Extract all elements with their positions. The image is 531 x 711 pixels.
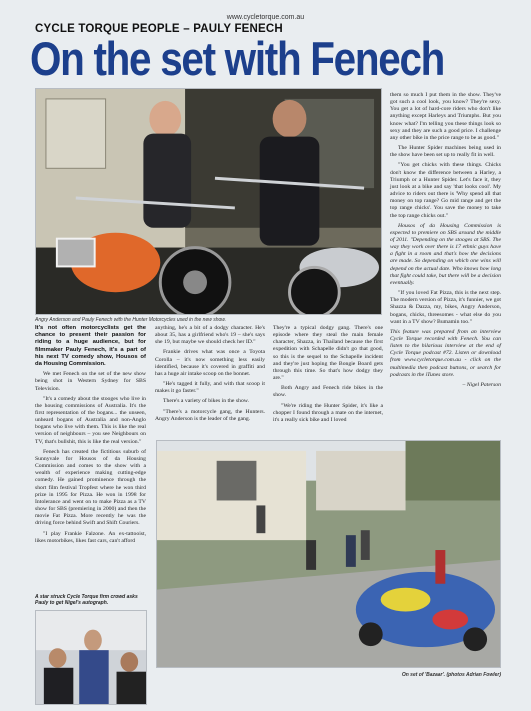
- paragraph: Both Angry and Fenech ride bikes in the show.: [273, 385, 383, 399]
- paragraph: There's a variety of bikes in the show.: [163, 398, 249, 405]
- main-photo-caption: Angry Anderson and Pauly Fenech with the Hunter Motorcycles used in the new show.: [35, 317, 227, 323]
- paragraph: Housos of da Housing Commission is expected to premiere on SBS around the middle of 2011. "Depending on the stooges at SBS. The way they work over there is 17 ethnic guys have a fight in a room and that's how the decisions are made. So depending on which one wins will depend on the actual date. Who knows how long that fight could take, but there will be a decision eventually.: [390, 222, 501, 286]
- paragraph: "You get chicks with these things. Chicks don't know the difference between a Harley, a Triumph or a Hunter Spider. Let's face it, they just look at a bike and say 'that looks cool'. My advice to riders out there is 'Why spend all that money on top range? Go mid range and get the top range chicks'. You save the money to take the top range chicks out.": [390, 162, 501, 219]
- bikers-with-motorcycles-image: [36, 89, 381, 314]
- paragraph: "I play Frankie Falzone. An ex-tattooist, likes motorbikes, likes fast cars, can't afford: [35, 530, 146, 544]
- paragraph: anything, he's a bit of a dodgy character. He's about 35, has a girlfriend who's 19 – she's says she 19, but maybe we should check her ID.": [155, 325, 265, 346]
- paragraph: "We're riding the Hunter Spider, it's like a chopper I found through a mate on the internet, it's a really sick bike and I loved: [273, 402, 383, 423]
- article-column-3: [273, 325, 383, 427]
- paragraph: Frankie drives what was once a Toyota Corolla – it's now something less easily identified, because it's covered in graffiti and has a huge air intake scoop on the bonnet.: [155, 349, 265, 377]
- main-photo: [35, 88, 382, 315]
- paragraph: Fenech has created the fictitious suburb of Sunnyvale for Housos of da Housing Commission and comes to the show with a wealth of experience making cutting-edge comedy. He gained prominence through the short film festival Tropfest where he won third prize in 1995 for Pizza. He won in 1998 for Intolerance and went on to make Pizza as a TV show for SBS (premiering in 2000) and then the movie Fat Pizza. More recently he was the driving force behind Swift and Shift Couriers.: [35, 448, 146, 527]
- author-signature: – Nigel Paterson: [462, 381, 501, 388]
- article-headline: On the set with Fenech: [30, 32, 445, 85]
- lead-paragraph: It's not often motorcyclists get the chance to present their passion for riding to a huge audience, but for filmmaker Pauly Fenech, it's a part of his next TV comedy show, Housos of da Housing Commission.: [35, 325, 146, 368]
- bottom-right-caption: On set of 'Bazaar'. (photos Adrian Fowler): [401, 672, 501, 678]
- bottom-left-photo: [35, 610, 147, 705]
- article-column-1: [35, 325, 146, 548]
- autograph-crowd-image: [36, 611, 146, 704]
- section-kicker: CYCLE TORQUE PEOPLE – PAULY FENECH: [35, 23, 283, 35]
- paragraph: "It's a comedy about the stooges who live in the housing commissions of Australia. It's the first representation of the bogans... the unseen, unheard bogans of Australia and non-Anglo bogans who live with them. This is like the real version of neighbours – you see Neighbours on TV, that's bullshit, this is like the real version.": [35, 395, 146, 445]
- site-url: www.cycletorque.com.au: [226, 14, 305, 21]
- paragraph: They're a typical dodgy gang. There's one episode where they steal the main female character, Shazza, in Thailand because the first expedition with Schapelle didn't go that good, so this is the sequel to the Schapelle incident and they're just hoping the Bongie Board gets through this time. So that's how dodgy they are.": [273, 325, 383, 382]
- article-column-4: [390, 92, 501, 392]
- paragraph: The Hunter Spider machines being used in the show have been set up to really fit in well.: [390, 145, 501, 159]
- paragraph: "He's tagged it fully, and with that scoop it makes it go faster.": [155, 381, 265, 395]
- film-set-street-image: [157, 441, 500, 667]
- paragraph: "There's a motorcycle gang, the Hunters. Angry Anderson is the leader of the gang.: [155, 408, 265, 422]
- paragraph: We met Fenech on the set of the new show being shot in Western Sydney for SBS Television.: [35, 371, 146, 392]
- paragraph: "If you loved Fat Pizza, this is the next step. The modern version of Pizza, it's funnier, we got Shazza & Dazza, my, bikes, Angry Anderson, bogans, chicks, threesomes - what else do you want in a TV show? Bumamin too.": [390, 290, 501, 325]
- feature-note: This feature was prepared from an interview Cycle Torque recorded with Fenech. You can listen to the hilarious interview at the end of Cycle Torque podcast #72. Listen or download from www.cycletorque.com.au - click on the multimedia then podcast buttons, or search for podcasts in the iTunes store.: [390, 328, 501, 378]
- bottom-right-photo: [156, 440, 501, 668]
- paragraph: them so much I put them in the show. They've got such a cool look, you know? They're sexy. You get a lot of hard-core riders who don't like anything except Harleys and Triumphs. But you know what? I'm telling you these things look so sexy and they are such a good price. I challenge any other bike in the price range to be as good.": [390, 92, 501, 141]
- bottom-left-caption: A star struck Cycle Torque firm crowd asks Pauly to get Nigel's autograph.: [35, 594, 138, 607]
- article-column-2: [155, 325, 265, 426]
